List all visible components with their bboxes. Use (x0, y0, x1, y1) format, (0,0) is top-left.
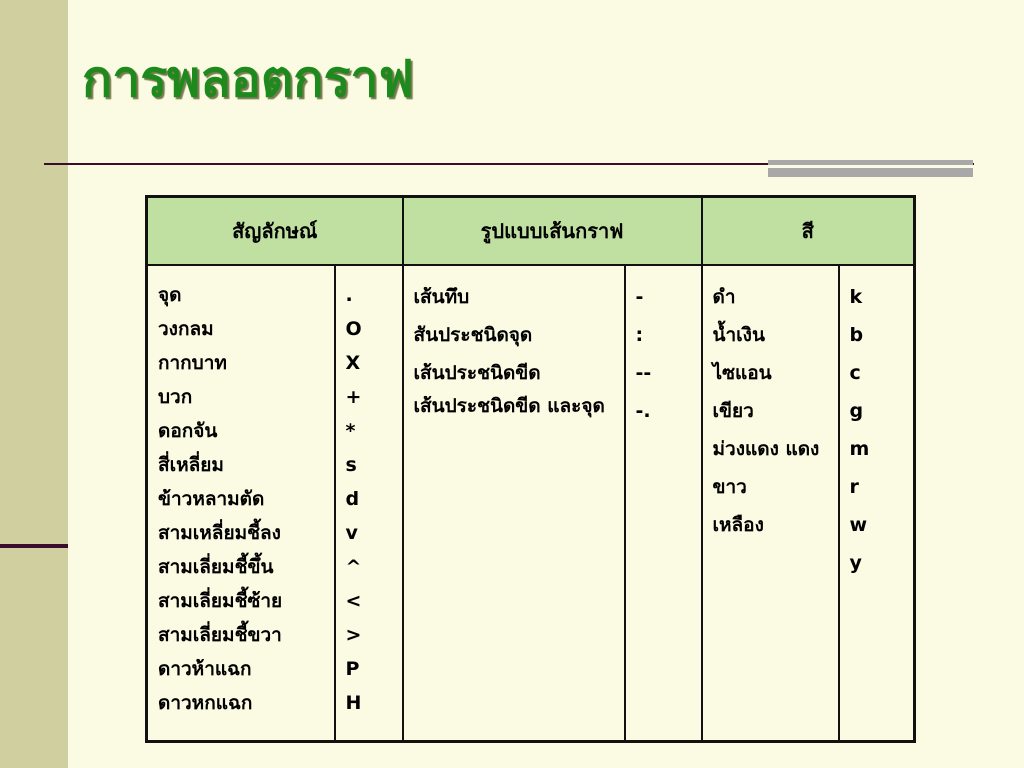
color-name: น้ำเงิน (712, 324, 765, 346)
line-style-code: -- (635, 362, 652, 384)
color-name: ขาว (712, 476, 747, 498)
symbol-name: ข้าวหลามตัด (158, 488, 265, 510)
color-code: w (849, 514, 868, 536)
symbol-name: สามเลี่ยมชี้ขึ้น (158, 556, 274, 578)
symbol-code: + (345, 386, 362, 408)
line-style-code: -. (635, 400, 651, 422)
color-name: ดำ (712, 286, 736, 308)
line-style-name: เส้นทึบ (413, 286, 470, 308)
color-code: g (849, 400, 864, 422)
symbol-code: X (345, 352, 361, 374)
slide-title: การพลอตกราฟ (82, 49, 414, 108)
decorative-gray-bar (768, 160, 973, 177)
symbol-name: สามเลี่ยมชี้ขวา (158, 624, 282, 646)
symbol-name: สามเลี่ยมชี้ซ้าย (158, 590, 283, 612)
symbol-code: v (345, 522, 358, 544)
line-style-name: เส้นประชนิดขีด (413, 362, 541, 384)
color-names-cell (702, 265, 839, 742)
color-code: y (849, 552, 862, 574)
symbol-code: O (345, 318, 362, 340)
color-name: ม่วงแดง แดง (712, 438, 820, 460)
symbol-name: ดาวห้าแฉก (158, 658, 252, 680)
header-symbol: สัญลักษณ์ (147, 197, 403, 266)
line-style-name: เส้นประชนิดขีด และจุด (413, 395, 605, 417)
line-style-code: : (635, 324, 644, 346)
symbol-code: < (345, 590, 362, 612)
color-codes-cell (839, 265, 915, 742)
line-style-name: สันประชนิดจุด (413, 324, 533, 346)
symbol-name: ดาวหกแฉก (158, 692, 253, 714)
symbol-code: > (345, 624, 362, 646)
symbol-code: . (345, 284, 353, 306)
symbol-code: s (345, 454, 357, 476)
symbol-name: วงกลม (158, 318, 214, 340)
symbol-code: H (345, 692, 362, 714)
symbol-name: กากบาท (158, 352, 227, 374)
symbol-name: จุด (158, 284, 182, 306)
color-name: ไซแอน (712, 362, 772, 384)
left-sidebar-band (0, 0, 68, 768)
symbol-names-cell (147, 265, 335, 742)
color-name: เหลือง (712, 514, 764, 536)
color-code: r (849, 476, 859, 498)
symbol-code: d (345, 488, 360, 510)
symbol-name: บวก (158, 386, 193, 408)
header-line-style: รูปแบบเส้นกราฟ (403, 197, 702, 266)
color-code: m (849, 438, 870, 460)
symbol-code: P (345, 658, 360, 680)
plot-reference-table (145, 195, 916, 743)
sidebar-accent-line (0, 544, 68, 548)
symbol-name: ดอกจัน (158, 420, 218, 442)
symbol-codes-cell (335, 265, 403, 742)
symbol-name: สี่เหลี่ยม (158, 454, 224, 476)
header-color: สี (702, 197, 915, 266)
line-style-codes-cell (625, 265, 702, 742)
symbol-code: * (345, 420, 356, 442)
symbol-name: สามเหลี่ยมชี้ลง (158, 522, 281, 544)
color-code: b (849, 324, 864, 346)
line-style-code: - (635, 286, 644, 308)
table-body-row (147, 265, 915, 742)
table-header-row (147, 197, 915, 266)
color-name: เขียว (712, 400, 754, 422)
color-code: c (849, 362, 861, 384)
color-code: k (849, 286, 863, 308)
line-style-names-cell (403, 265, 625, 742)
symbol-code: ^ (345, 556, 362, 578)
